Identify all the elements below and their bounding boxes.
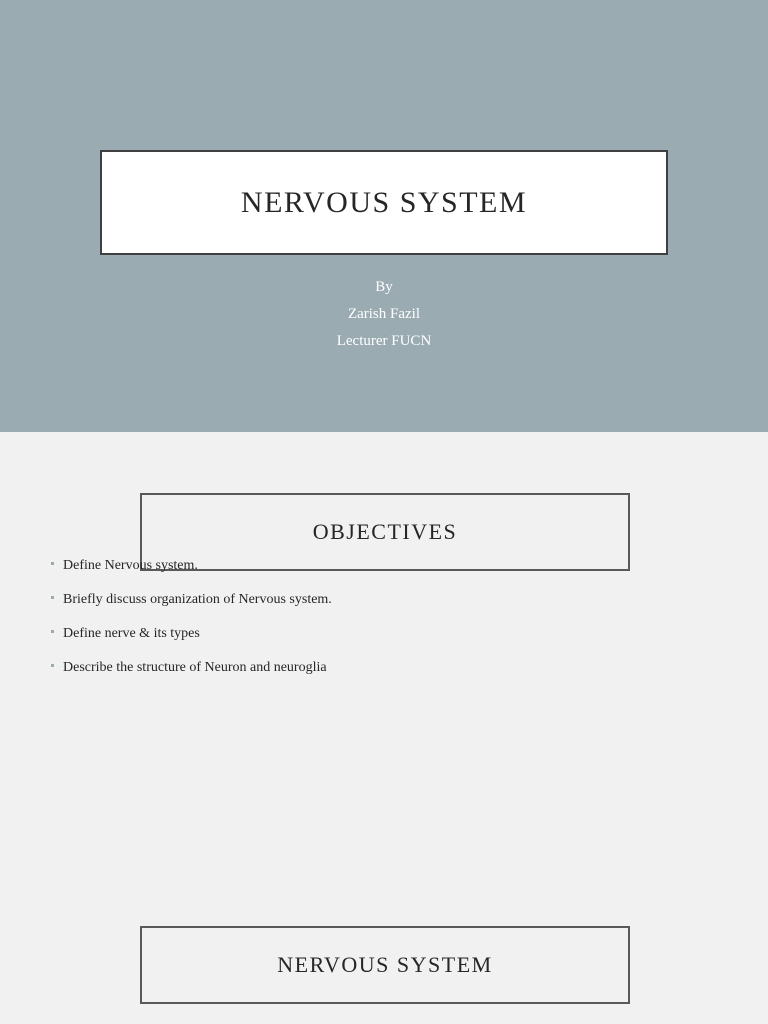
bullet-item: [51, 626, 200, 642]
bullet-text: Define Nervous system.: [63, 558, 198, 573]
bullet-dot-icon: [51, 630, 54, 633]
slide-title: NERVOUS SYSTEM: [240, 185, 528, 219]
byline-author: Zarish Fazil: [347, 306, 421, 322]
bullet-item: [51, 558, 198, 574]
section-slide: [0, 892, 768, 1024]
bullet-item: [51, 660, 327, 676]
title-box: [100, 150, 668, 255]
bullet-text: Describe the structure of Neuron and neuroglia: [63, 660, 327, 675]
title-slide: [0, 0, 768, 432]
bullet-text: Define nerve & its types: [63, 626, 200, 641]
byline-role: Lecturer FUCN: [336, 333, 432, 349]
bullet-dot-icon: [51, 664, 54, 667]
bullet-text: Briefly discuss organization of Nervous system.: [63, 592, 332, 607]
bullet-dot-icon: [51, 596, 54, 599]
byline-by: By: [375, 279, 393, 295]
bullet-item: [51, 592, 332, 608]
section-title-box: [140, 926, 630, 1004]
objectives-title: OBJECTIVES: [312, 519, 458, 544]
section-title: NERVOUS SYSTEM: [277, 952, 493, 977]
objectives-slide: [0, 432, 768, 892]
objectives-title-box: [140, 493, 630, 571]
bullet-dot-icon: [51, 562, 54, 565]
